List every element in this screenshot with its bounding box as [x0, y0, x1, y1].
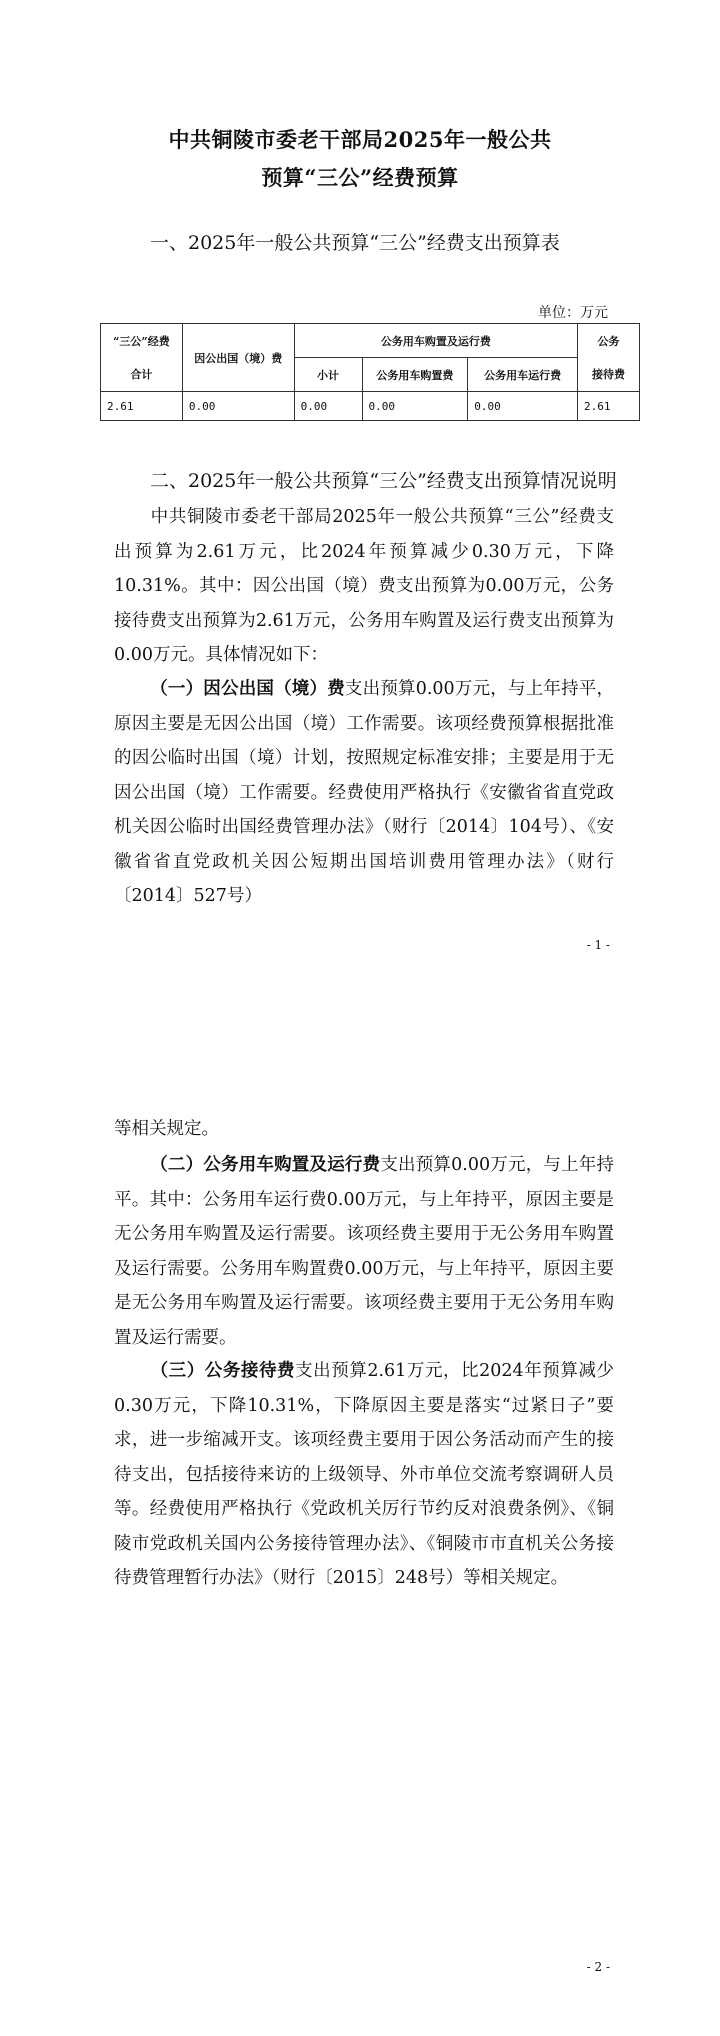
header-reception-bottom: 接待费	[592, 367, 626, 381]
item-2-paragraph	[114, 1148, 614, 1355]
page-number-2: - 2 -	[586, 1960, 610, 1974]
budget-table	[100, 323, 640, 421]
item-1-continuation: 等相关规定。	[114, 1119, 219, 1139]
item-2-label: （二）公务用车购置及运行费	[150, 1155, 381, 1175]
header-total-bottom: 合计	[130, 367, 153, 381]
cell-subtotal: 0.00	[294, 392, 362, 421]
page-1	[0, 0, 720, 1010]
header-total	[101, 324, 183, 392]
item-3-label: （三）公务接待费	[150, 1361, 296, 1381]
page-number-1: - 1 -	[586, 938, 610, 952]
item-1-label: （一）因公出国（境）费	[150, 679, 345, 699]
intro-text: 中共铜陵市委老干部局2025年一般公共预算“三公”经费支出预算为2.61万元，比2024年预算减少0.30万元，下降10.31%。其中：因公出国（境）费支出预算为0.00万元，公务接待费支出预算为2.61万元，公务用车购置及运行费支出预算为0.00万元。具体情况如下：	[114, 507, 614, 665]
intro-paragraph	[114, 500, 614, 673]
cell-total: 2.61	[101, 392, 183, 421]
header-reception	[578, 324, 640, 392]
cell-reception: 2.61	[578, 392, 640, 421]
section-1-heading: 一、2025年一般公共预算“三公”经费支出预算表	[150, 232, 560, 254]
header-reception-top: 公务	[597, 334, 620, 348]
header-vehicle-operation: 公务用车运行费	[468, 358, 578, 392]
header-abroad: 因公出国（境）费	[182, 324, 294, 392]
item-3-text: 支出预算2.61万元，比2024年预算减少0.30万元，下降10.31%，下降原因主要是落实“过紧日子”要求，进一步缩减开支。该项经费主要用于因公务活动而产生的接待支出，包括接待来访的上级领导、外市单位交流考察调研人员等。经费使用严格执行《党政机关厉行节约反对浪费条例》、《铜陵市党政机关国内公务接待管理办法》、《铜陵市市直机关公务接待费管理暂行办法》（财行〔2015〕248号）等相关规定。	[114, 1361, 615, 1588]
item-3-paragraph	[114, 1354, 614, 1596]
document-title-line-1: 中共铜陵市委老干部局2025年一般公共	[168, 127, 552, 152]
cell-vehicle-operation: 0.00	[468, 392, 578, 421]
item-1-paragraph	[114, 672, 614, 914]
header-vehicle-group: 公务用车购置及运行费	[294, 324, 577, 358]
cell-abroad: 0.00	[182, 392, 294, 421]
item-2-text: 支出预算0.00万元，与上年持平。其中：公务用车运行费0.00万元，与上年持平，原因主要是无公务用车购置及运行需要。该项经费主要用于无公务用车购置及运行需要。公务用车购置费0.00万元，与上年持平，原因主要是无公务用车购置及运行需要。该项经费主要用于无公务用车购置及运行需要。	[114, 1155, 615, 1348]
table-row	[101, 392, 640, 421]
header-vehicle-purchase: 公务用车购置费	[362, 358, 468, 392]
header-subtotal: 小计	[294, 358, 362, 392]
unit-label: 单位：万元	[538, 305, 608, 321]
item-1-text: 支出预算0.00万元，与上年持平，原因主要是无因公出国（境）工作需要。该项经费预算根据批准的因公临时出国（境）计划，按照规定标准安排；主要是用于无因公出国（境）工作需要。经费使用严格执行《安徽省省直党政机关因公临时出国经费管理办法》（财行〔2014〕104号）、《安徽省省直党政机关因公短期出国培训费用管理办法》（财行〔2014〕527号）	[114, 679, 615, 906]
section-2-heading: 二、2025年一般公共预算“三公”经费支出预算情况说明	[150, 470, 617, 492]
header-total-top: “三公”经费	[113, 334, 170, 348]
cell-vehicle-purchase: 0.00	[362, 392, 468, 421]
document-title-line-2: 预算“三公”经费预算	[261, 165, 459, 190]
